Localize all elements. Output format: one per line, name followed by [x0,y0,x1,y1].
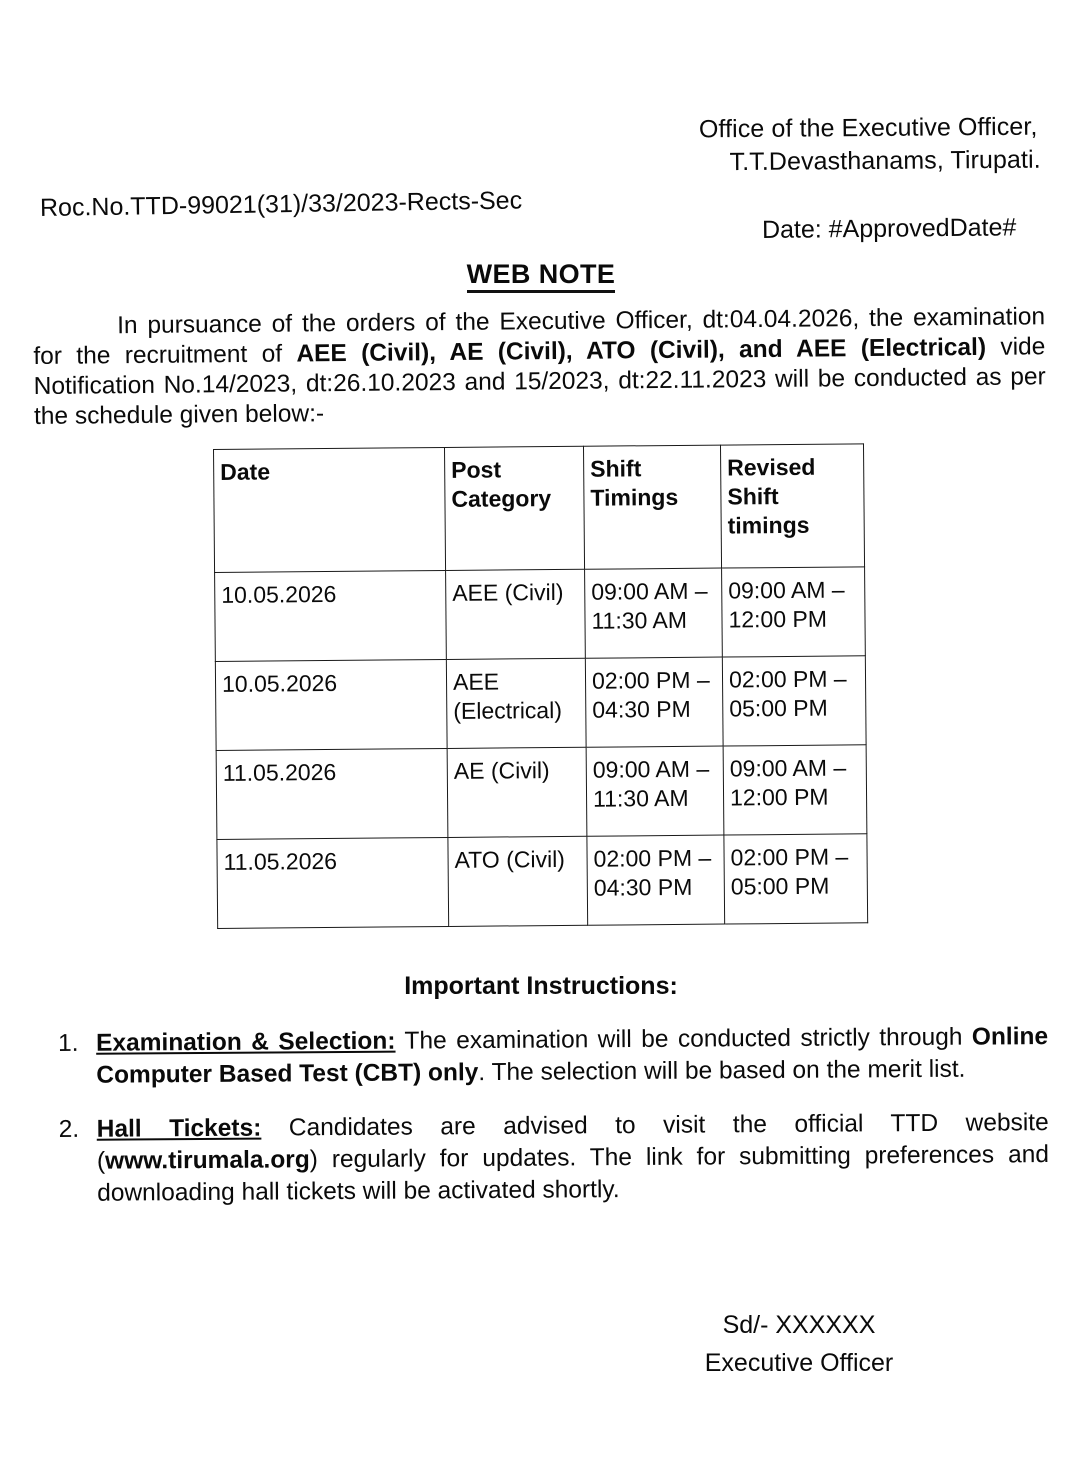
header-line: Category [451,485,552,512]
list-item-text-after: . The selection will be based on the merit list. [478,1055,966,1087]
roc-number: Roc.No.TTD-99021(31)/33/2023-Rects-Sec [39,186,523,222]
table-row [217,834,868,929]
header-line: timings [727,511,810,539]
cell-date: 11.05.2026 [217,837,449,928]
column-header-shift-timings [583,445,721,569]
list-item-text-after: ) regularly for updates. The link for submitting preferences and downloading hall tickets will be activated shortly. [97,1141,1050,1207]
list-item-lead: Examination & Selection: [96,1027,396,1057]
cell-date: 10.05.2026 [215,570,447,661]
cell-post-category [448,836,588,926]
intro-part-1: In pursuance of the orders of the Executive Officer, dt:04.04.2026, the examination for the recruitment of [33,303,1046,370]
cell-line: AEE [452,668,500,695]
cell-shift-timings [586,746,724,836]
cell-shift-timings [585,657,723,747]
signature-name: Sd/- XXXXXX [722,1311,876,1339]
header-line: Shift [727,483,779,510]
signature-designation: Executive Officer [704,1349,894,1377]
list-item-body [97,1107,1050,1210]
cell-line: ATO (Civil) [454,845,566,873]
cell-line: 04:30 PM [593,873,693,901]
column-header-date [214,447,446,572]
cell-line: 02:00 PM – [593,844,712,872]
page-title-text: WEB NOTE [467,259,616,293]
cell-shift-timings [585,568,723,658]
instructions-list [58,1021,1049,1232]
list-item-number: 2. [58,1115,80,1143]
cell-revised-shift-timings [722,656,866,746]
header-line: Revised [727,453,816,481]
approved-date: Date: #ApprovedDate# [761,213,1017,244]
office-line-1: Office of the Executive Officer, [699,112,1039,144]
intro-paragraph [33,302,1046,432]
cell-line: 02:00 PM – [591,666,710,694]
column-header-revised-shift-timings [720,444,864,568]
cell-line: 09:00 AM – [592,755,710,783]
cell-line: 12:00 PM [729,783,829,811]
intro-bold-posts: AEE (Civil), AE (Civil), ATO (Civil), and AEE (Electrical) [296,333,987,368]
cell-line: 11:30 AM [592,784,689,812]
cell-line: 02:00 PM – [730,843,849,871]
cell-line: 12:00 PM [728,605,828,633]
list-item-bold: Online Computer Based Test (CBT) only [96,1023,1049,1089]
cell-line: 09:00 AM – [591,577,708,605]
schedule-table [213,443,868,929]
cell-post-category [446,658,586,748]
office-address-block [699,111,1042,180]
cell-shift-timings [587,835,725,925]
table-row [215,567,866,662]
cell-line: (Electrical) [453,696,563,724]
header-line: Timings [590,483,679,511]
cell-line: 09:00 AM – [729,754,847,782]
signature-block [684,1306,914,1382]
list-item-text-before: The examination will be conducted strictly through [395,1023,972,1055]
cell-line: 05:00 PM [729,694,828,722]
table-header-row [214,444,865,573]
header-line: Shift [590,455,642,482]
cell-post-category [447,747,587,837]
intro-part-2: vide Notification No.14/2023, dt:26.10.2023 and 15/2023, dt:22.11.2023 will be conducted as per the schedule given below:- [33,333,1046,430]
list-item-lead: Hall Tickets: [96,1114,262,1143]
cell-line: 05:00 PM [730,872,830,900]
table-row [216,745,867,840]
table-row [215,656,866,751]
cell-line: AEE (Civil) [452,578,564,606]
column-header-post-category [444,446,584,570]
list-item-body [96,1021,1048,1092]
instructions-heading: Important Instructions: [404,972,678,1000]
schedule-table-container [213,443,867,929]
cell-line: AE (Civil) [453,757,550,784]
list-item [58,1021,1048,1092]
list-item-text-before: Candidates are advised to visit the official TTD website ( [96,1109,1049,1175]
list-item [59,1107,1050,1210]
cell-revised-shift-timings [723,745,867,835]
office-line-2: T.T.Devasthanams, Tirupati. [729,145,1042,177]
header-line: Date [220,458,271,485]
header-line: Post [451,456,502,483]
list-item-number: 1. [58,1029,79,1057]
cell-line: 02:00 PM – [728,665,847,693]
cell-post-category [446,569,586,659]
page-title [0,259,1082,290]
cell-line: 04:30 PM [592,695,691,723]
cell-revised-shift-timings [724,834,868,924]
website-link-text: www.tirumala.org [105,1146,310,1175]
cell-date: 10.05.2026 [215,659,447,750]
cell-date: 11.05.2026 [216,748,448,839]
cell-line: 11:30 AM [591,606,688,634]
cell-revised-shift-timings [722,567,866,657]
cell-line: 09:00 AM – [728,576,845,604]
